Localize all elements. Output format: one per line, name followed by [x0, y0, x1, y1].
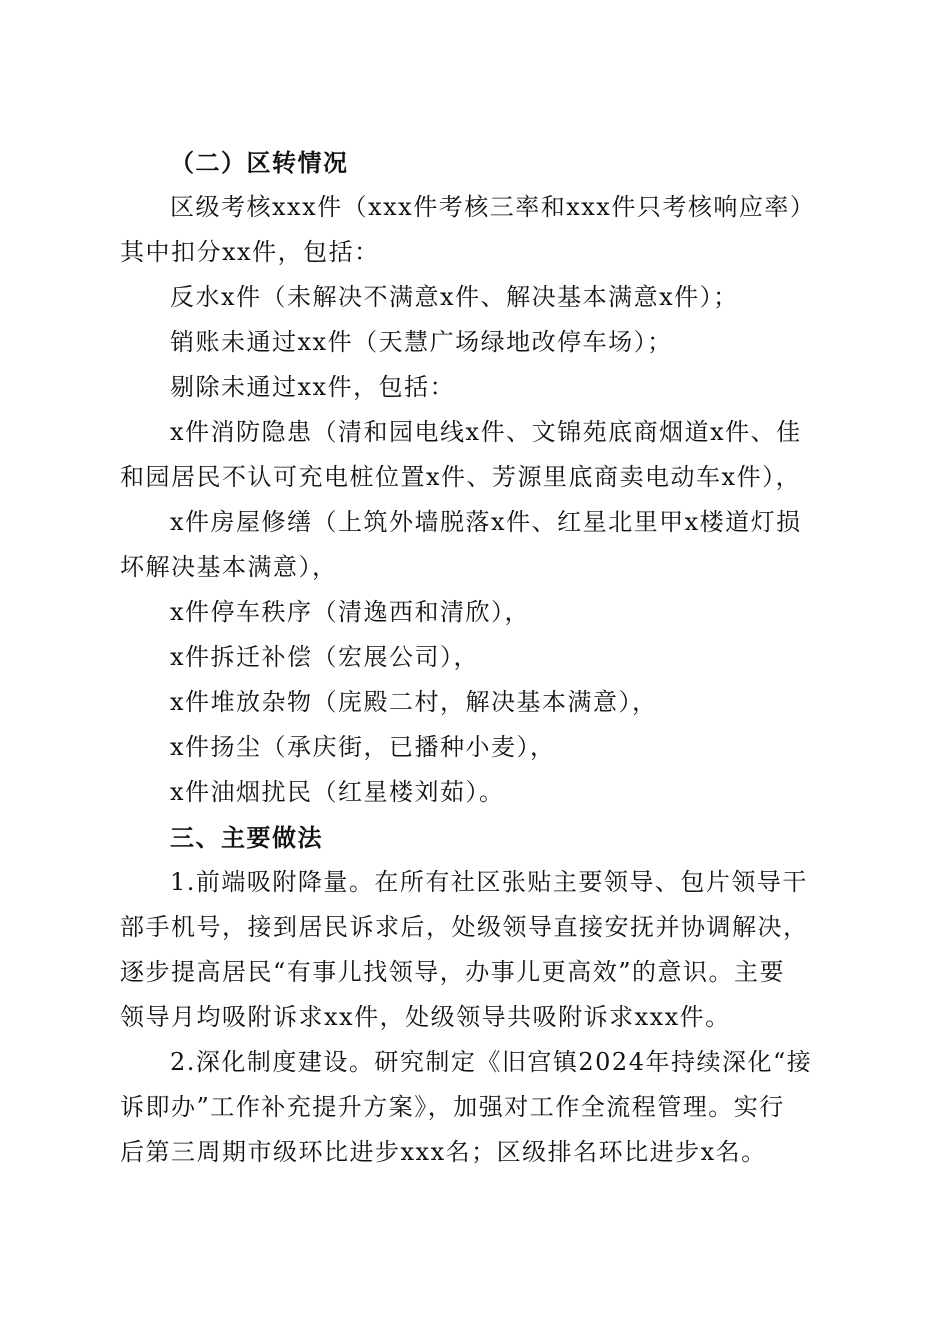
paragraph-line: x件堆放杂物（庑殿二村，解决基本满意），: [170, 688, 658, 716]
section-heading: （二）区转情况: [170, 148, 349, 177]
paragraph-line: x件消防隐患（清和园电线x件、文锦苑底商烟道x件、佳: [170, 418, 802, 446]
paragraph-line: 反水x件（未解决不满意x件、解决基本满意x件）；: [170, 283, 739, 311]
paragraph-line: x件停车秩序（清逸西和清欣），: [170, 598, 531, 626]
paragraph-line: 销账未通过xx件（天慧广场绿地改停车场）；: [170, 328, 673, 356]
paragraph-line: 1.前端吸附降量。在所有社区张贴主要领导、包片领导干: [170, 868, 808, 896]
paragraph-line: 领导月均吸附诉求xx件，处级领导共吸附诉求xxx件。: [120, 1003, 731, 1031]
paragraph-line: x件房屋修缮（上筑外墙脱落x件、红星北里甲x楼道灯损: [170, 508, 802, 536]
paragraph-line: 诉即办”工作补充提升方案》，加强对工作全流程管理。实行: [120, 1093, 785, 1121]
paragraph-line: 其中扣分xx件，包括：: [120, 238, 380, 266]
paragraph-line: 坏解决基本满意），: [120, 553, 338, 581]
paragraph-line: 和园居民不认可充电桩位置x件、芳源里底商卖电动车x件），: [120, 463, 802, 491]
paragraph-line: x件拆迁补偿（宏展公司），: [170, 643, 480, 671]
paragraph-line: x件扬尘（承庆街，已播种小麦），: [170, 733, 556, 761]
document-body: [120, 140, 830, 1175]
paragraph-line: 逐步提高居民“有事儿找领导，办事儿更高效”的意识。主要: [120, 958, 786, 986]
section-heading: 三、主要做法: [170, 823, 323, 852]
paragraph-line: 2.深化制度建设。研究制定《旧宫镇2024年持续深化“接: [170, 1048, 813, 1076]
paragraph-line: 后第三周期市级环比进步xxx名；区级排名环比进步x名。: [120, 1138, 767, 1166]
paragraph-line: 区级考核xxx件（xxx件考核三率和xxx件只考核响应率）: [170, 193, 816, 221]
paragraph-line: x件油烟扰民（红星楼刘茹）。: [170, 778, 505, 806]
paragraph-line: 剔除未通过xx件，包括：: [170, 373, 456, 401]
paragraph-line: 部手机号，接到居民诉求后，处级领导直接安抚并协调解决，: [120, 913, 809, 941]
